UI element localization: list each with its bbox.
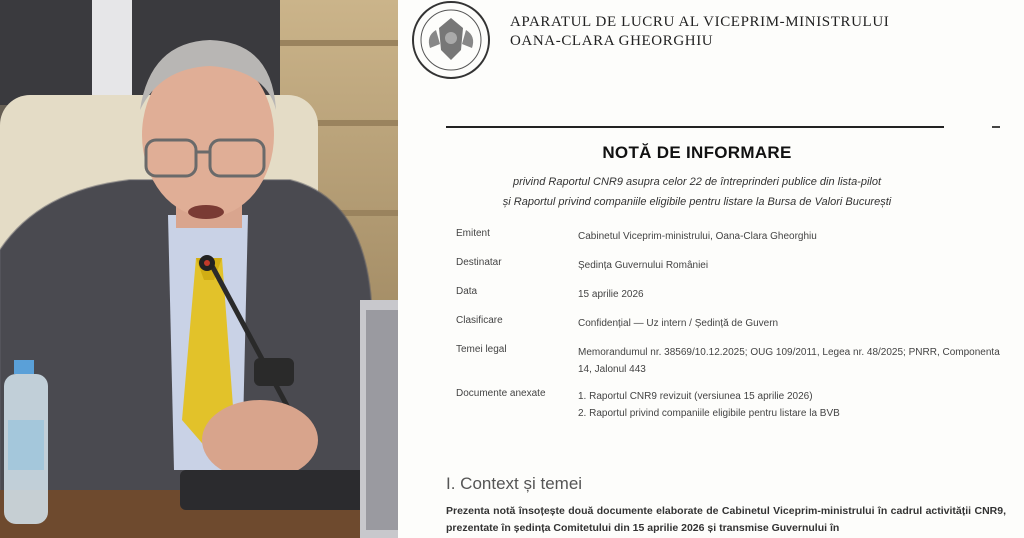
issuer-header-line1: APARATUL DE LUCRU AL VICEPRIM-MINISTRULUI (510, 14, 890, 30)
meta-label: Temei legal (456, 344, 507, 355)
speaker-photo (0, 0, 398, 538)
issuer-header-line2: OANA-CLARA GHEORGHIU (510, 33, 714, 49)
meta-value: Memorandumul nr. 38569/10.12.2025; OUG 109/2011, Legea nr. 48/2025; PNRR, Componenta 14, Jalonul 443 (578, 347, 1000, 375)
meta-row-classification (456, 315, 1016, 344)
attachment-item: 2. Raportul privind companiile eligibile pentru listare la BVB (578, 408, 840, 419)
section-heading: I. Context și temei (446, 474, 583, 493)
document-subtitle-line1: privind Raportul CNR9 asupra celor 22 de întreprinderi publice din lista-pilot (512, 176, 882, 188)
meta-label: Clasificare (456, 315, 503, 326)
attachment-item: 1. Raportul CNR9 revizuit (versiunea 15 aprilie 2026) (578, 391, 813, 402)
header-divider-tail (992, 126, 1000, 128)
metadata-table (456, 228, 1016, 428)
meta-label: Emitent (456, 228, 490, 239)
meta-row-date (456, 286, 1016, 315)
meta-row-attachments (456, 388, 1016, 428)
meta-value: Cabinetul Viceprim-ministrului, Oana-Clara Gheorghiu (578, 231, 817, 242)
meta-value: 15 aprilie 2026 (578, 289, 644, 300)
meta-value: Confidențial — Uz intern / Ședință de Guvern (578, 318, 779, 329)
meta-label: Data (456, 286, 478, 297)
meta-row-recipient (456, 257, 1016, 286)
meta-label: Documente anexate (456, 388, 546, 399)
meta-value: Ședința Guvernului României (578, 260, 709, 271)
document-title: NOTĂ DE INFORMARE (602, 143, 792, 162)
document-page (398, 0, 1024, 538)
meta-row-issuer (456, 228, 1016, 257)
meta-value (578, 388, 1016, 428)
document-subtitle-line2: și Raportul privind companiile eligibile pentru listare la Bursa de Valori București (502, 196, 892, 208)
meta-row-legal-basis (456, 344, 1016, 388)
meta-label: Destinatar (456, 257, 502, 268)
body-paragraph: Prezenta notă însoțește două documente elaborate de Cabinetul Viceprim-ministrului în cadrul activității CNR9, prezentate în ședința Comitetului din 15 aprilie 2026 și transmise Guvernului în (446, 505, 1006, 534)
coat-of-arms-seal-icon (408, 0, 494, 80)
header-divider (446, 126, 944, 128)
